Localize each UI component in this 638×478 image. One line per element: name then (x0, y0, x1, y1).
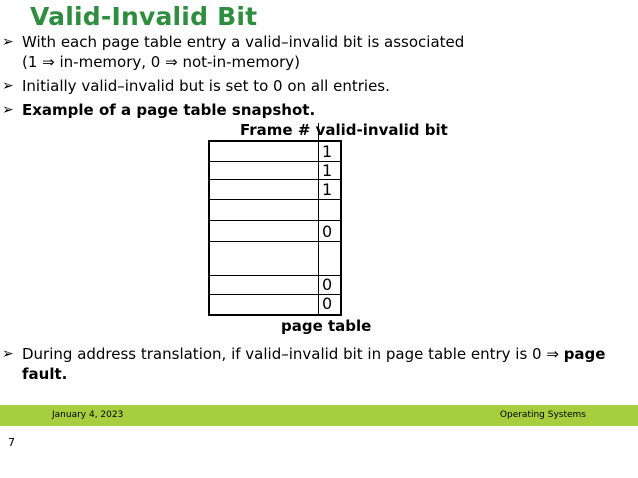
bullet-text (2, 344, 636, 384)
page-table-row (210, 142, 340, 162)
footer-bar (0, 405, 638, 426)
page-table-row (210, 220, 340, 242)
valid-bit-value: 1 (322, 180, 333, 199)
page-table-row (210, 199, 340, 221)
valid-bit-value: 0 (322, 294, 333, 313)
bullet-example-snapshot (2, 100, 522, 120)
footer-date: January 4, 2023 (52, 410, 124, 420)
valid-bit-value: 1 (322, 161, 333, 180)
arrow-bullet-icon: ➢ (2, 102, 14, 118)
bullet-valid-invalid-association (2, 32, 522, 72)
page-table-row (210, 275, 340, 295)
page-number: 7 (8, 436, 15, 449)
page-table-caption: page table (281, 317, 372, 335)
bullet-text: Initially valid–invalid but is set to 0 on all entries. (22, 77, 390, 95)
bullet-text: Example of a page table snapshot. (22, 101, 316, 119)
page-table-row (210, 241, 340, 276)
bullet-text-bold: page fault. (22, 345, 606, 383)
arrow-bullet-icon: ➢ (2, 78, 14, 94)
page-table-row (210, 161, 340, 180)
valid-bit-value: 0 (322, 222, 333, 241)
page-table-header: Frame # valid-invalid bit (240, 121, 448, 139)
page-table-row (210, 179, 340, 200)
valid-bit-value: 0 (322, 275, 333, 294)
slide-title: Valid-Invalid Bit (30, 2, 258, 31)
bullet-text: With each page table entry a valid–invalid bit is associated (1 ⇒ in-memory, 0 ⇒ not-in-memory) (22, 33, 465, 71)
bullet-page-fault (2, 344, 636, 384)
bullet-initial-state (2, 76, 522, 96)
footer-course: Operating Systems (499, 410, 586, 420)
page-table (208, 140, 342, 316)
arrow-bullet-icon: ➢ (2, 346, 14, 362)
bullet-text-main: During address translation, if valid–invalid bit in page table entry is 0 ⇒ (22, 345, 564, 363)
valid-bit-value: 1 (322, 142, 333, 161)
arrow-bullet-icon: ➢ (2, 34, 14, 50)
column-separator (318, 123, 319, 314)
